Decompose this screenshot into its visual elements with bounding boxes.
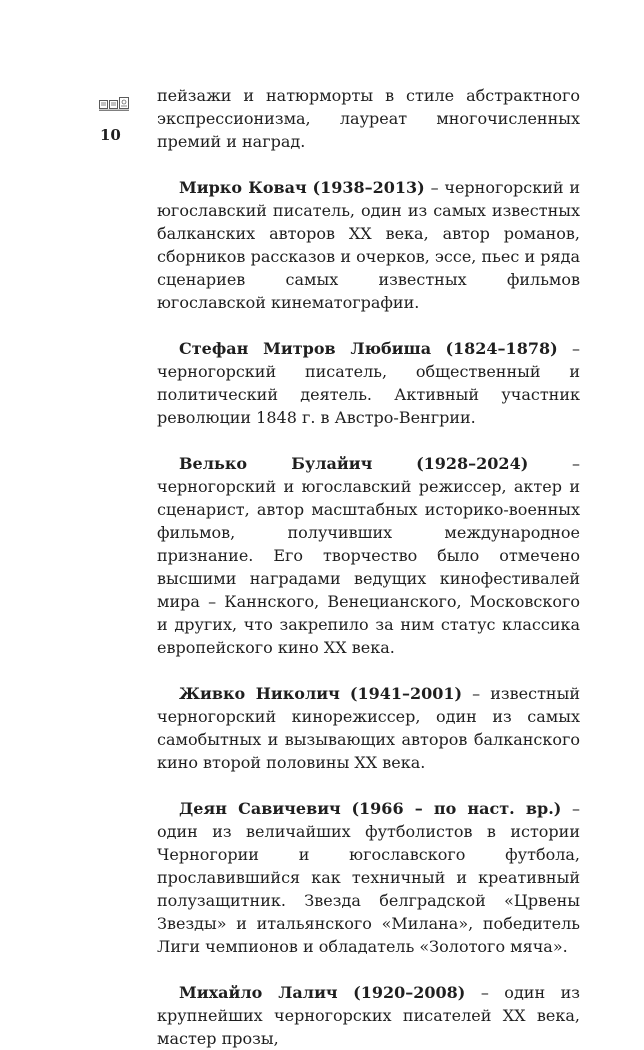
entry-text: – один из величайших футболистов в истории Черногории и югославского футбола, прославившийся как техничный и креативный полузащитник. Звезда белградской «Црвены Звезды» и итальянского «Милана», победитель Лиги чемпионов и обладатель «Золотого мяча». xyxy=(157,799,581,956)
entry-dates: (1920–2008) xyxy=(353,983,466,1002)
entry-text: – известный черногорский кинорежиссер, один из самых самобытных и вызывающих авторов балканского кино второй половины XX века. xyxy=(157,684,580,772)
book-section-icon xyxy=(99,96,129,110)
entry-mirko-kovac xyxy=(157,176,580,314)
entry-name: Михайло Лалич xyxy=(179,983,338,1002)
entry-dates: (1824–1878) xyxy=(445,339,558,358)
page-number: 10 xyxy=(100,126,121,144)
entry-name: Велько Булайич xyxy=(179,454,373,473)
entry-zhivko-nikolic xyxy=(157,682,580,774)
body-text xyxy=(157,84,580,1050)
entry-text: – черногорский писатель, общественный и политический деятель. Активный участник революции 1848 г. в Австро-Венгрии. xyxy=(157,339,580,427)
entry-velko-bulajic xyxy=(157,452,580,659)
paragraph-continuation xyxy=(157,84,580,153)
entry-mihailo-lalic xyxy=(157,981,580,1050)
entry-dates: (1928–2024) xyxy=(416,454,529,473)
entry-name: Стефан Митров Любиша xyxy=(179,339,432,358)
entry-text: – черногорский и югославский писатель, один из самых известных балканских авторов XX века, автор романов, сборников рассказов и очерков, эссе, пьес и ряда сценариев самых известных фильмов югославской кинематографии. xyxy=(157,178,580,312)
entry-stefan-lyubisha xyxy=(157,337,580,429)
entry-dates: (1941–2001) xyxy=(349,684,463,703)
entry-dates: (1938–2013) xyxy=(312,178,425,197)
entry-text: – черногорский и югославский режиссер, актер и сценарист, автор масштабных историко-военных фильмов, получивших международное признание. Его творчество было отмечено высшими наградами ведущих кинофестивалей мира – Каннского, Венецианского, Московского и других, что закрепило за ним статус классика европейского кино XX века. xyxy=(157,454,581,657)
entry-dejan-savicevic xyxy=(157,797,580,958)
entry-name: Деян Савичевич xyxy=(179,799,341,818)
entry-name: Живко Николич xyxy=(179,684,340,703)
paragraph-text: пейзажи и натюрморты в стиле абстрактного экспрессионизма, лауреат многочисленных премий и наград. xyxy=(157,86,580,151)
entry-name: Мирко Ковач xyxy=(179,178,307,197)
entry-text: – один из крупнейших черногорских писателей XX века, мастер прозы, xyxy=(157,983,580,1048)
entry-dates: (1966 – по наст. вр.) xyxy=(351,799,562,818)
